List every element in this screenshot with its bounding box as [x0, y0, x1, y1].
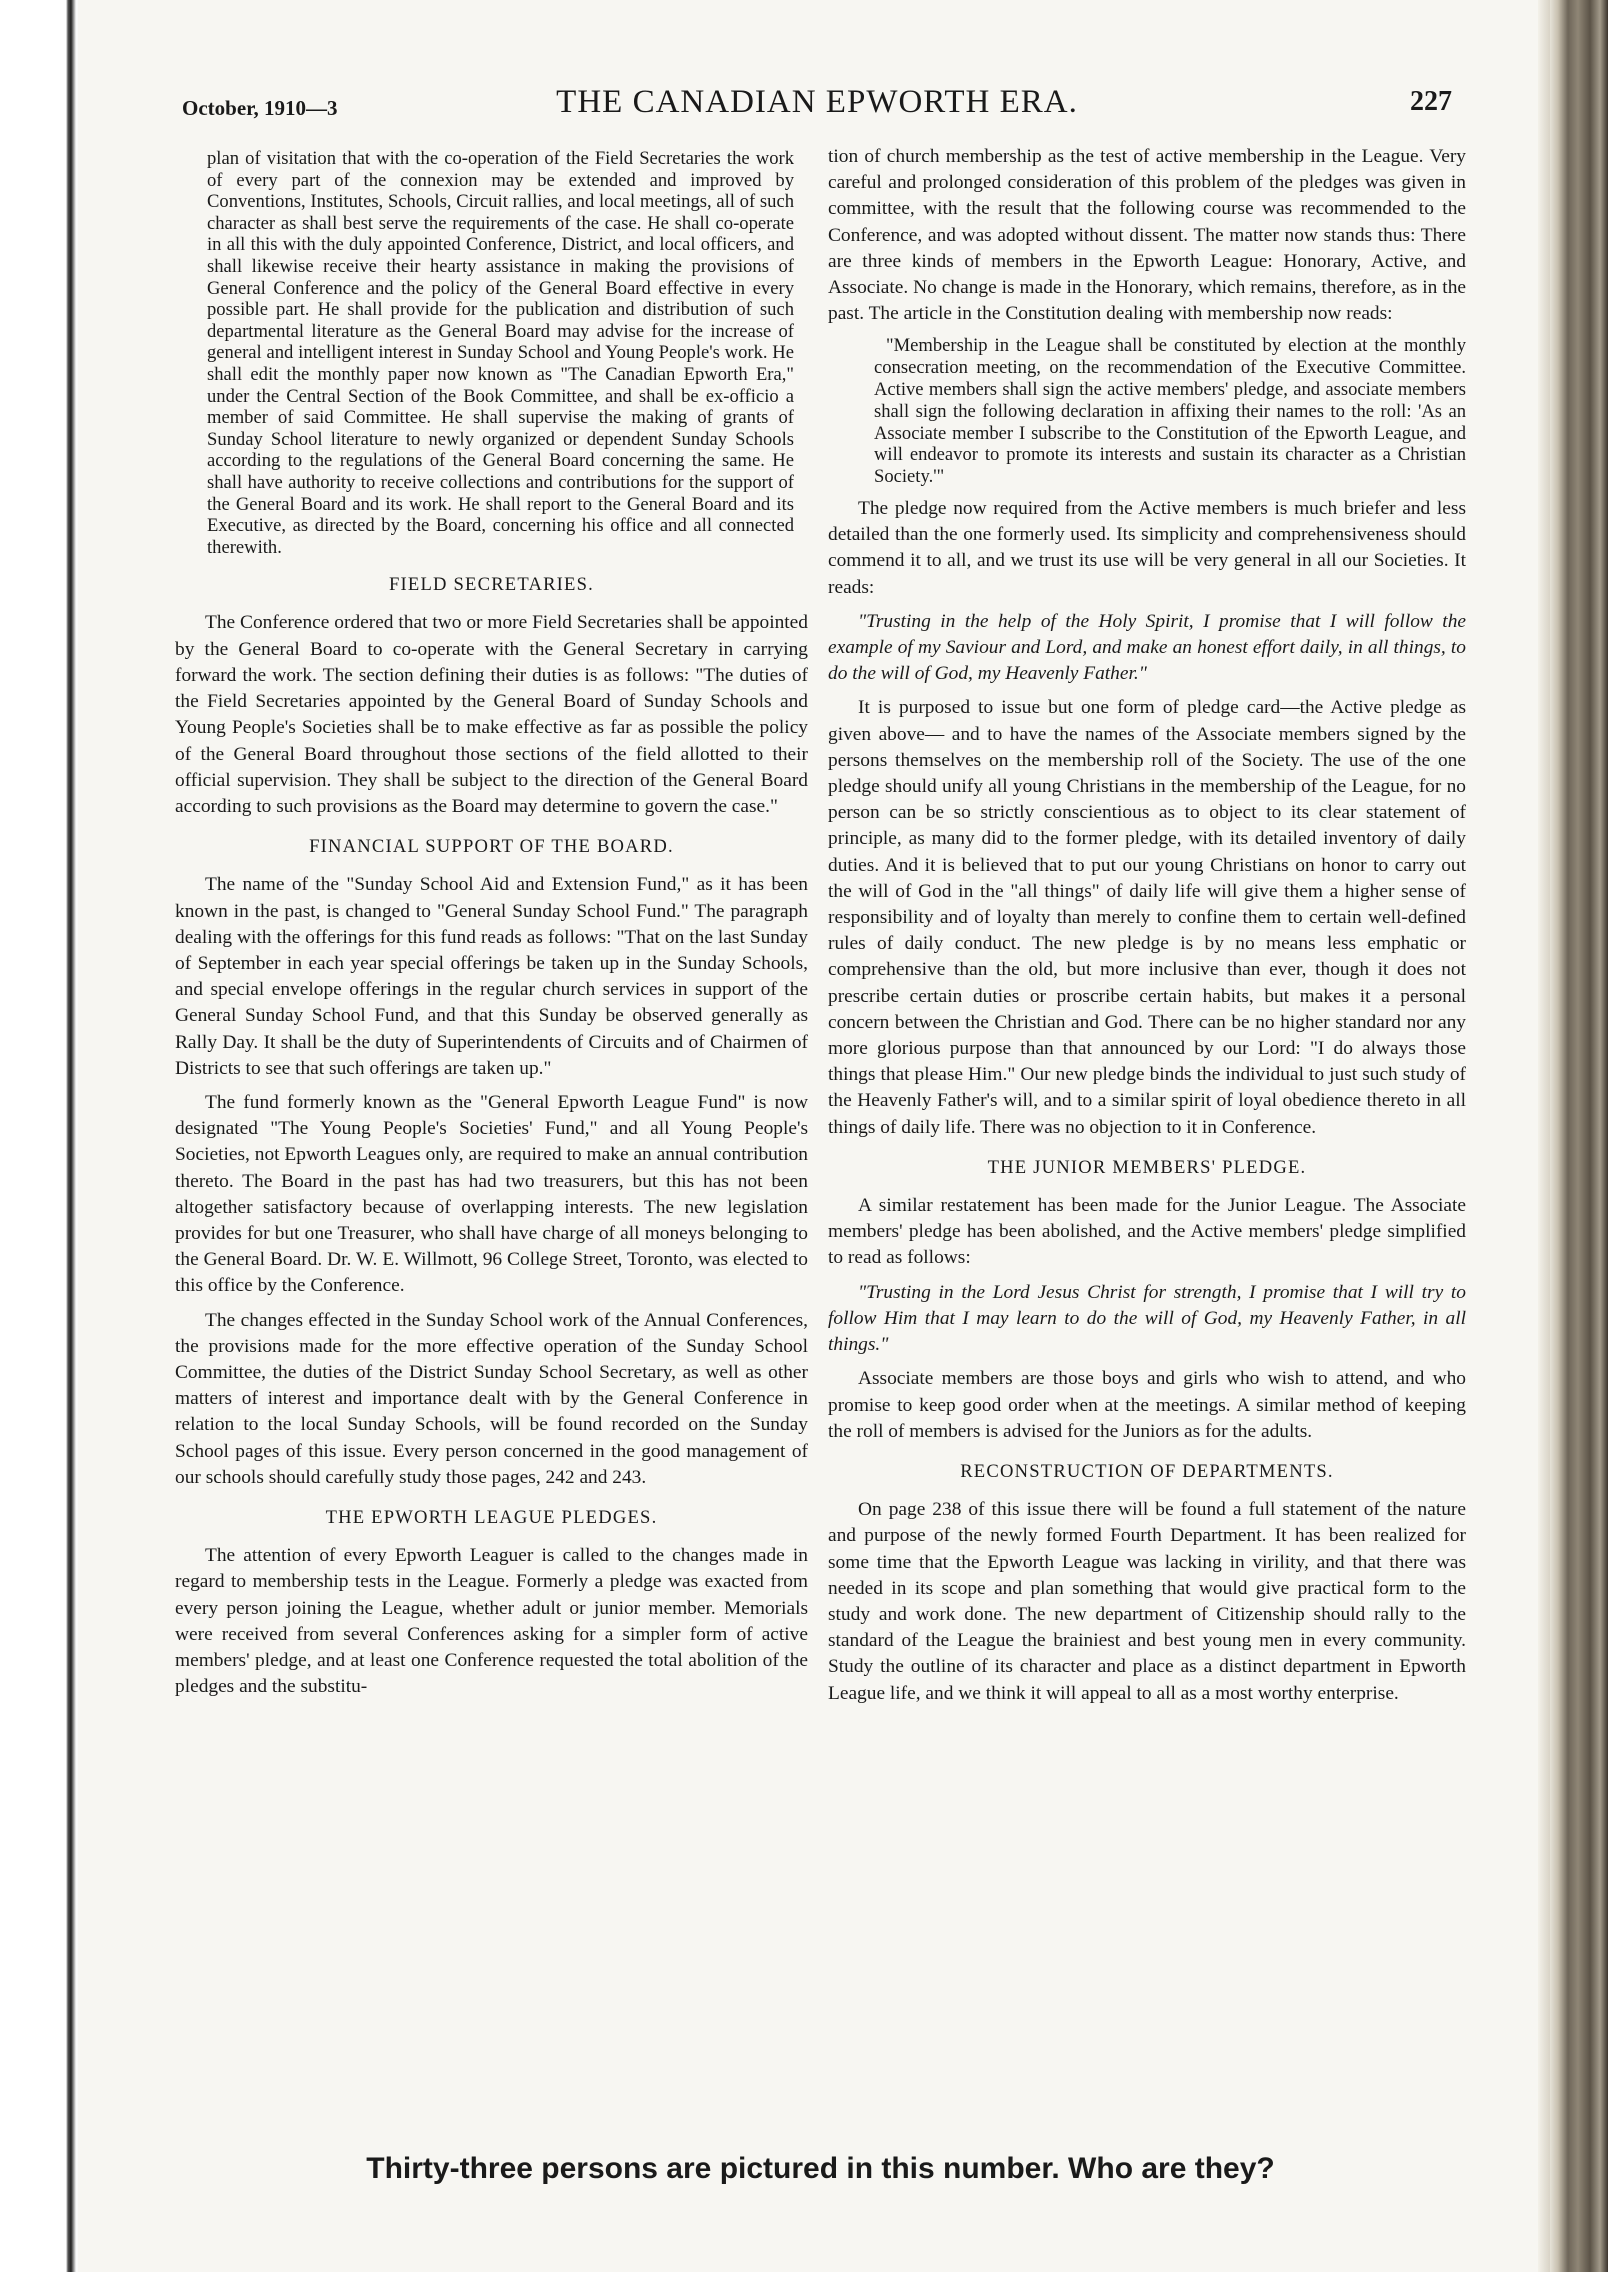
page-header — [182, 84, 1452, 134]
heading-epworth-league-pledges: THE EPWORTH LEAGUE PLEDGES. — [325, 1506, 658, 1528]
paragraph: The name of the "Sunday School Aid and Extension Fund," as it has been known in the past, is changed to "General Sunday School Fund." The paragraph dealing with the offerings for this fund reads as follows: "That on the last Sunday of September in each year special offerings be taken up in the Sunday Schools, and special envelope offerings in the regular church services in support of the General Sunday School Fund, and that this Sunday be observed generally as Rally Day. It shall be the duty of Superintendents of Circuits and of Chairmen of Districts to see that such offerings are taken up." — [175, 874, 808, 1079]
right-column — [828, 144, 1466, 1715]
junior-members-pledge: "Trusting in the Lord Jesus Christ for strength, I promise that I will try to follow Him that I may learn to do the will of God, my Heavenly Father, in all things." — [828, 1281, 1466, 1356]
paragraph: It is purposed to issue but one form of pledge card—the Active pledge as given above— and to have the names of the Associate members signed by the persons themselves on the membership roll of the Society. The use of the one pledge should unify all young Christians in the membership of the League, for no person can be so strictly conscientious as to object to its clear statement of principle, as many did to the former pledge, with its detailed inventory of daily duties. And it is believed that to put our young Christians on honor to carry out the will of God in the "all things" of daily life will give them a higher sense of responsibility and of loyalty than merely to confine them to certain well-defined rules of daily conduct. The new pledge is by no means less emphatic or comprehensive than the old, but more inclusive than ever, though it does not prescribe certain duties or proscribe certain habits, but makes it a personal concern between the Christian and God. There can be no higher standard nor any more glorious purpose than that announced by our Lord: "I do always those things that please Him." Our new pledge binds the individual to just such study of the Heavenly Father's will, and to a similar spirit of loyal obedience thereto in all things of daily life. There was no objection to it in Conference. — [828, 697, 1466, 1138]
general-secretary-duties: plan of visitation that with the co-operation of the Field Secretaries the work of every part of the connexion may be extended and improved by Conventions, Institutes, Schools, Circuit rallies, and local meetings, all of such character as shall best serve the requirements of the case. He shall co-operate in all this with the duly appointed Conference, District, and local officers, and shall likewise receive their hearty assistance in making the provisions of General Conference and the policy of the General Board effective in every possible part. He shall provide for the publication and distribution of such departmental literature as the General Board may advise for the increase of general and intelligent interest in Sunday School and Young People's work. He shall edit the monthly paper now known as "The Canadian Epworth Era," under the Central Section of the Book Committee, and shall be ex-officio a member of said Committee. He shall supervise the making of grants of Sunday School literature to newly organized or dependent Sunday Schools according to the regulations of the General Board concerning the same. He shall have authority to receive collections and contributions for the support of the General Board and its work. He shall report to the General Board and its Executive, as directed by the Board, concerning his office and all connected therewith. — [207, 148, 794, 558]
heading-financial-support: FINANCIAL SUPPORT OF THE BOARD. — [309, 836, 674, 858]
paragraph: Associate members are those boys and girls who wish to attend, and who promise to keep good order when at the meetings. A similar method of keeping the roll of members is advised for the Juniors as for the adults. — [828, 1368, 1466, 1442]
issue-date: October, 1910—3 — [182, 96, 338, 120]
paragraph: The fund formerly known as the "General Epworth League Fund" is now designated "The Young People's Societies' Fund," and all Young People's Societies, not Epworth Leagues only, are required to make an annual contribution thereto. The Board in the past has had two treasurers, but this has not been altogether satisfactory because of overlapping interests. The new legislation provides for but one Treasurer, who shall have charge of all moneys belonging to the General Board. Dr. W. E. Willmott, 96 College Street, Toronto, was elected to this office by the Conference. — [175, 1091, 808, 1297]
heading-field-secretaries: FIELD SECRETARIES. — [388, 574, 595, 596]
scan-binding-edge — [1550, 0, 1608, 2272]
masthead-title: THE CANADIAN EPWORTH ERA. — [556, 84, 1078, 120]
scan-page-edge — [1538, 0, 1550, 2272]
heading-junior-members-pledge: THE JUNIOR MEMBERS' PLEDGE. — [987, 1156, 1307, 1178]
paragraph: A similar restatement has been made for the Junior League. The Associate members' pledge has been abolished, and the Active members' pledge simplified to read as follows: — [828, 1195, 1466, 1269]
page-number: 227 — [1410, 86, 1452, 117]
paragraph: tion of church membership as the test of active membership in the League. Very careful and prolonged consideration of this problem of the pledges was given in committee, with the result that the following course was recommended to the Conference, and was adopted without dissent. The matter now stands thus: There are three kinds of members in the Epworth League: Honorary, Active, and Associate. No change is made in the Honorary, which remains, therefore, as in the past. The article in the Constitution dealing with membership now reads: — [828, 146, 1466, 325]
left-column — [175, 148, 808, 1708]
footer-question: Thirty-three persons are pictured in this number. Who are they? — [366, 2152, 1275, 2185]
paragraph: On page 238 of this issue there will be found a full statement of the nature and purpose of the newly formed Fourth Department. It has been realized for some time that the Epworth League was lacking in virility, and that there was needed in its scope and plan something that would give practical form to the study and work done. The new department of Citizenship should rally to the standard of the League the brainiest and best young men in every community. Study the outline of its character and place as a distinct department in Epworth League life, and we think it will appeal to all as a most worthy enterprise. — [828, 1499, 1466, 1704]
active-members-pledge: "Trusting in the help of the Holy Spirit, I promise that I will follow the example of my Saviour and Lord, and make an honest effort daily, in all things, to do the will of God, my Heavenly Father." — [828, 610, 1466, 685]
paragraph: The attention of every Epworth Leaguer is called to the changes made in regard to membership tests in the League. Formerly a pledge was exacted from every person joining the League, whether adult or junior member. Memorials were received from several Conferences asking for a simpler form of active members' pledge, and at least one Conference requested the total abolition of the pledges and the substitu- — [175, 1545, 808, 1698]
paragraph: The pledge now required from the Active members is much briefer and less detailed than the one formerly used. Its simplicity and comprehensiveness should commend it to all, and we trust its use will be very general in all our Societies. It reads: — [828, 498, 1466, 598]
heading-reconstruction-of-departments: RECONSTRUCTION OF DEPARTMENTS. — [960, 1460, 1334, 1482]
membership-quote: "Membership in the League shall be constituted by election at the monthly consecration meeting, on the recommendation of the Executive Committee. Active members shall sign the active members' pledge, and associate members shall sign the following declaration in affixing their names to the roll: 'As an Associate member I subscribe to the Constitution of the Epworth League, and will endeavor to promote its interests and sustain its character as a Christian Society.'" — [874, 335, 1466, 488]
paragraph: The changes effected in the Sunday School work of the Annual Conferences, the provisions made for the more effective operation of the Sunday School Committee, the duties of the District Sunday School Secretary, as well as other matters of interest and importance dealt with by the General Conference in relation to the local Sunday Schools, will be found recorded on the Sunday School pages of this issue. Every person concerned in the good management of our schools should carefully study those pages, 242 and 243. — [175, 1309, 808, 1488]
paragraph: The Conference ordered that two or more Field Secretaries shall be appointed by the General Board to co-operate with the General Secretary in carrying forward the work. The section defining their duties is as follows: "The duties of the Field Secretaries appointed by the General Board of Sunday Schools and Young People's Societies shall be to make effective as far as possible the policy of the General Board throughout those sections of the field allotted to their official supervision. They shall be subject to the direction of the General Board according to such provisions as the Board may determine to govern the case." — [175, 612, 808, 817]
scan-left-margin — [0, 0, 78, 2272]
